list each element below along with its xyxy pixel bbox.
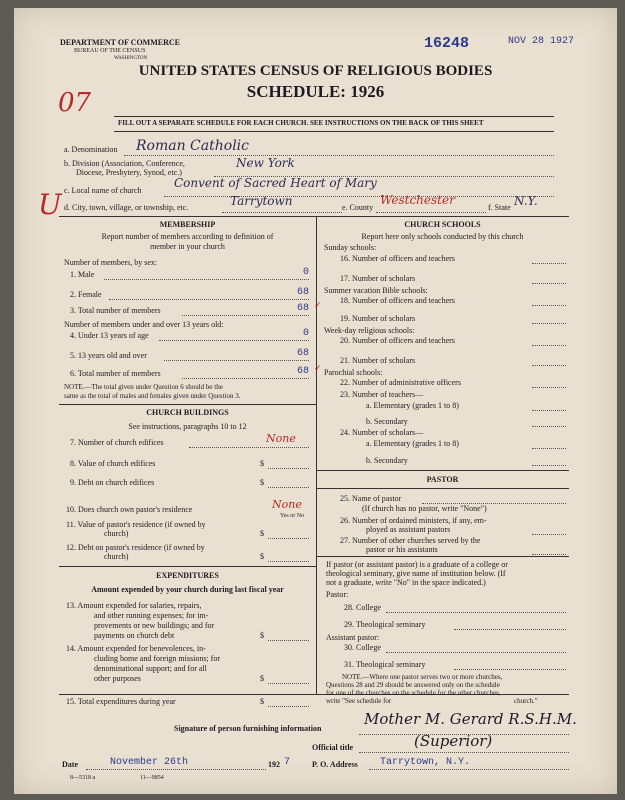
church-name-label: c. Local name of church [64, 186, 142, 195]
year-digit: 7 [284, 757, 291, 768]
instruction-line: FILL OUT A SEPARATE SCHEDULE FOR EACH CHURCH. SEE INSTRUCTIONS ON THE BACK OF THIS SHEET [118, 119, 484, 127]
census-schedule-sheet [14, 8, 617, 794]
form-subtitle: SCHEDULE: 1926 [246, 82, 385, 101]
q3-label: 3. Total number of members [70, 306, 161, 315]
q12-label-2: church) [104, 552, 129, 561]
q24a-label: a. Elementary (grades 1 to 8) [366, 439, 459, 448]
q17-label: 17. Number of scholars [340, 274, 416, 283]
q26-label-1: 26. Number of ordained ministers, if any, em- [340, 516, 487, 525]
pastor-note-3: for one of the churches on the schedule for the other churches, [326, 689, 501, 697]
expenditures-sub: Amount expended by your church during last fiscal year [91, 585, 284, 594]
graduate-note-2: theological seminary, give name of institution below. (If [326, 569, 506, 578]
signature-label: Signature of person furnishing information [174, 724, 322, 733]
q24b-label: b. Secondary [366, 456, 408, 465]
q13-line-4: payments on church debt [94, 631, 175, 640]
division-value: New York [236, 156, 295, 170]
q28-label: 28. College [344, 603, 381, 612]
church-name-value: Convent of Sacred Heart of Mary [174, 176, 377, 190]
q12-dollar: $ [260, 552, 264, 561]
q31-label: 31. Theological seminary [344, 660, 426, 669]
form-title: UNITED STATES CENSUS OF RELIGIOUS BODIES [138, 63, 493, 79]
q10-value: None [272, 498, 302, 511]
division-label-1: b. Division (Association, Conference, [64, 159, 185, 168]
yes-or-no-hint: Yes or No [280, 513, 305, 519]
denomination-value: Roman Catholic [136, 138, 249, 154]
check-mark-q3: ✓ [314, 300, 322, 310]
expenditures-title: EXPENDITURES [156, 571, 219, 580]
check-mark-q6: ✓ [314, 363, 322, 373]
q14-line-1: 14. Amount expended for benevolences, in- [66, 644, 206, 653]
graduate-note-1: If pastor (or assistant pastor) is a graduate of a college or [326, 560, 508, 569]
year-prefix: 192 [268, 760, 280, 769]
q13-line-3: provements or new buildings; and for [94, 621, 215, 630]
q23-label: 23. Number of teachers— [340, 390, 424, 399]
q3-value: 68 [296, 303, 309, 314]
q14-dollar: $ [260, 674, 264, 683]
bureau-city: WASHINGTON [114, 56, 148, 61]
official-title-label: Official title [312, 743, 354, 752]
q25-label: 25. Name of pastor [340, 494, 402, 503]
q13-line-2: and other running expenses; for im- [94, 611, 209, 620]
q15-dollar: $ [260, 697, 264, 706]
q19-label: 19. Number of scholars [340, 314, 416, 323]
q6-label: 6. Total number of members [70, 369, 161, 378]
membership-intro-2: member in your church [150, 242, 225, 251]
q11-label-2: church) [104, 529, 129, 538]
q12-label-1: 12. Debt on pastor's residence (if owned by [66, 543, 205, 552]
q14-line-2: cluding home and foreign missions; for [94, 654, 220, 663]
received-stamp-date: NOV 28 1927 [508, 36, 575, 47]
membership-intro-1: Report number of members according to definition of [101, 232, 274, 241]
q1-label: 1. Male [70, 270, 95, 279]
q26-label-2: ployed as assistant pastors [366, 525, 451, 534]
q9-label: 9. Debt on church edifices [70, 478, 155, 487]
q21-label: 21. Number of scholars [340, 356, 416, 365]
city-value: Tarrytown [230, 194, 293, 208]
q14-line-4: other purposes [94, 674, 141, 683]
q29-label: 29. Theological seminary [344, 620, 426, 629]
pastor-sublabel: Pastor: [326, 590, 349, 599]
bureau-name: BUREAU OF THE CENSUS [74, 48, 146, 54]
q25-note: (If church has no pastor, write "None") [362, 504, 487, 513]
pastor-note-1: NOTE.—Where one pastor serves two or more churches, [342, 673, 503, 681]
division-label-2: Diocese, Presbytery, Synod, etc.) [76, 168, 182, 177]
sunday-schools: Sunday schools: [324, 243, 377, 252]
po-address-label: P. O. Address [312, 760, 358, 769]
q8-dollar: $ [260, 459, 264, 468]
q13-line-1: 13. Amount expended for salaries, repairs, [66, 601, 202, 610]
q9-dollar: $ [260, 478, 264, 487]
q24-label: 24. Number of scholars— [340, 428, 424, 437]
q10-label: 10. Does church own pastor's residence [66, 505, 193, 514]
q6-value: 68 [296, 366, 309, 377]
q16-label: 16. Number of officers and teachers [340, 254, 455, 263]
q27-label-2: pastor or his assistants [366, 545, 438, 554]
q1-value: 0 [302, 267, 309, 278]
print-number: 11—9854 [140, 775, 164, 781]
q11-label-1: 11. Value of pastor's residence (if owned by [66, 520, 206, 529]
county-label: e. County [342, 203, 374, 212]
q5-label: 5. 13 years old and over [70, 351, 147, 360]
city-label: d. City, town, village, or township, etc. [64, 203, 189, 212]
buildings-title: CHURCH BUILDINGS [146, 408, 229, 417]
membership-title: MEMBERSHIP [159, 220, 216, 229]
membership-note-2: same as the total of males and females given under Question 3. [64, 392, 241, 400]
denomination-label: a. Denomination [64, 145, 118, 154]
schools-title: CHURCH SCHOOLS [404, 220, 481, 229]
membership-note-1: NOTE.—The total given under Question 6 should be the [64, 383, 223, 391]
q4-value: 0 [302, 328, 309, 339]
q14-line-3: denominational support; and for all [94, 664, 207, 673]
q23a-label: a. Elementary (grades 1 to 8) [366, 401, 459, 410]
buildings-sub: See instructions, paragraphs 10 to 12 [128, 422, 247, 431]
q20-label: 20. Number of officers and teachers [340, 336, 455, 345]
form-number: 8—5318 a [70, 775, 96, 781]
q7-label: 7. Number of church edifices [70, 438, 164, 447]
q5-value: 68 [296, 348, 309, 359]
date-value: November 26th [110, 757, 189, 768]
q22-label: 22. Number of administrative officers [340, 378, 461, 387]
q7-value: None [266, 432, 296, 445]
po-address-value: Tarrytown, N.Y. [380, 757, 471, 768]
q13-dollar: $ [260, 631, 264, 640]
pastor-title: PASTOR [426, 475, 459, 484]
red-mark-07: 07 [58, 88, 92, 118]
members-by-sex: Number of members, by sex: [64, 258, 158, 267]
schedule-number: 16248 [424, 35, 470, 52]
q23b-label: b. Secondary [366, 417, 408, 426]
pastor-note-5: church." [514, 697, 538, 705]
state-value: N.Y. [514, 194, 538, 208]
q2-value: 68 [296, 287, 309, 298]
signature-value: Mother M. Gerard R.S.H.M. [364, 710, 577, 728]
q30-label: 30. College [344, 643, 381, 652]
q27-label-1: 27. Number of other churches served by the [340, 536, 481, 545]
q8-label: 8. Value of church edifices [70, 459, 156, 468]
weekday-schools: Week-day religious schools: [324, 326, 415, 335]
pastor-note-4: write "See schedule for [326, 697, 392, 705]
q15-label: 15. Total expenditures during year [66, 697, 176, 706]
q2-label: 2. Female [70, 290, 102, 299]
pastor-note-2: Questions 28 and 29 should be answered only on the schedule [326, 681, 500, 689]
county-value: Westchester [380, 193, 455, 207]
q4-label: 4. Under 13 years of age [70, 331, 149, 340]
under-over-13: Number of members under and over 13 years old: [64, 320, 224, 329]
schools-sub: Report here only schools conducted by this church [361, 232, 524, 241]
official-title-value: (Superior) [414, 732, 493, 750]
red-mark-u: U [38, 188, 62, 221]
date-label: Date [62, 760, 78, 769]
q18-label: 18. Number of officers and teachers [340, 296, 455, 305]
state-label: f. State [488, 203, 511, 212]
graduate-note-3: not a graduate, write "No" in the space indicated.) [326, 578, 486, 587]
q11-dollar: $ [260, 529, 264, 538]
summer-schools: Summer vacation Bible schools: [324, 286, 428, 295]
dept-name: DEPARTMENT OF COMMERCE [60, 38, 181, 47]
assistant-sublabel: Assistant pastor: [326, 633, 380, 642]
parochial-schools: Parochial schools: [324, 368, 383, 377]
